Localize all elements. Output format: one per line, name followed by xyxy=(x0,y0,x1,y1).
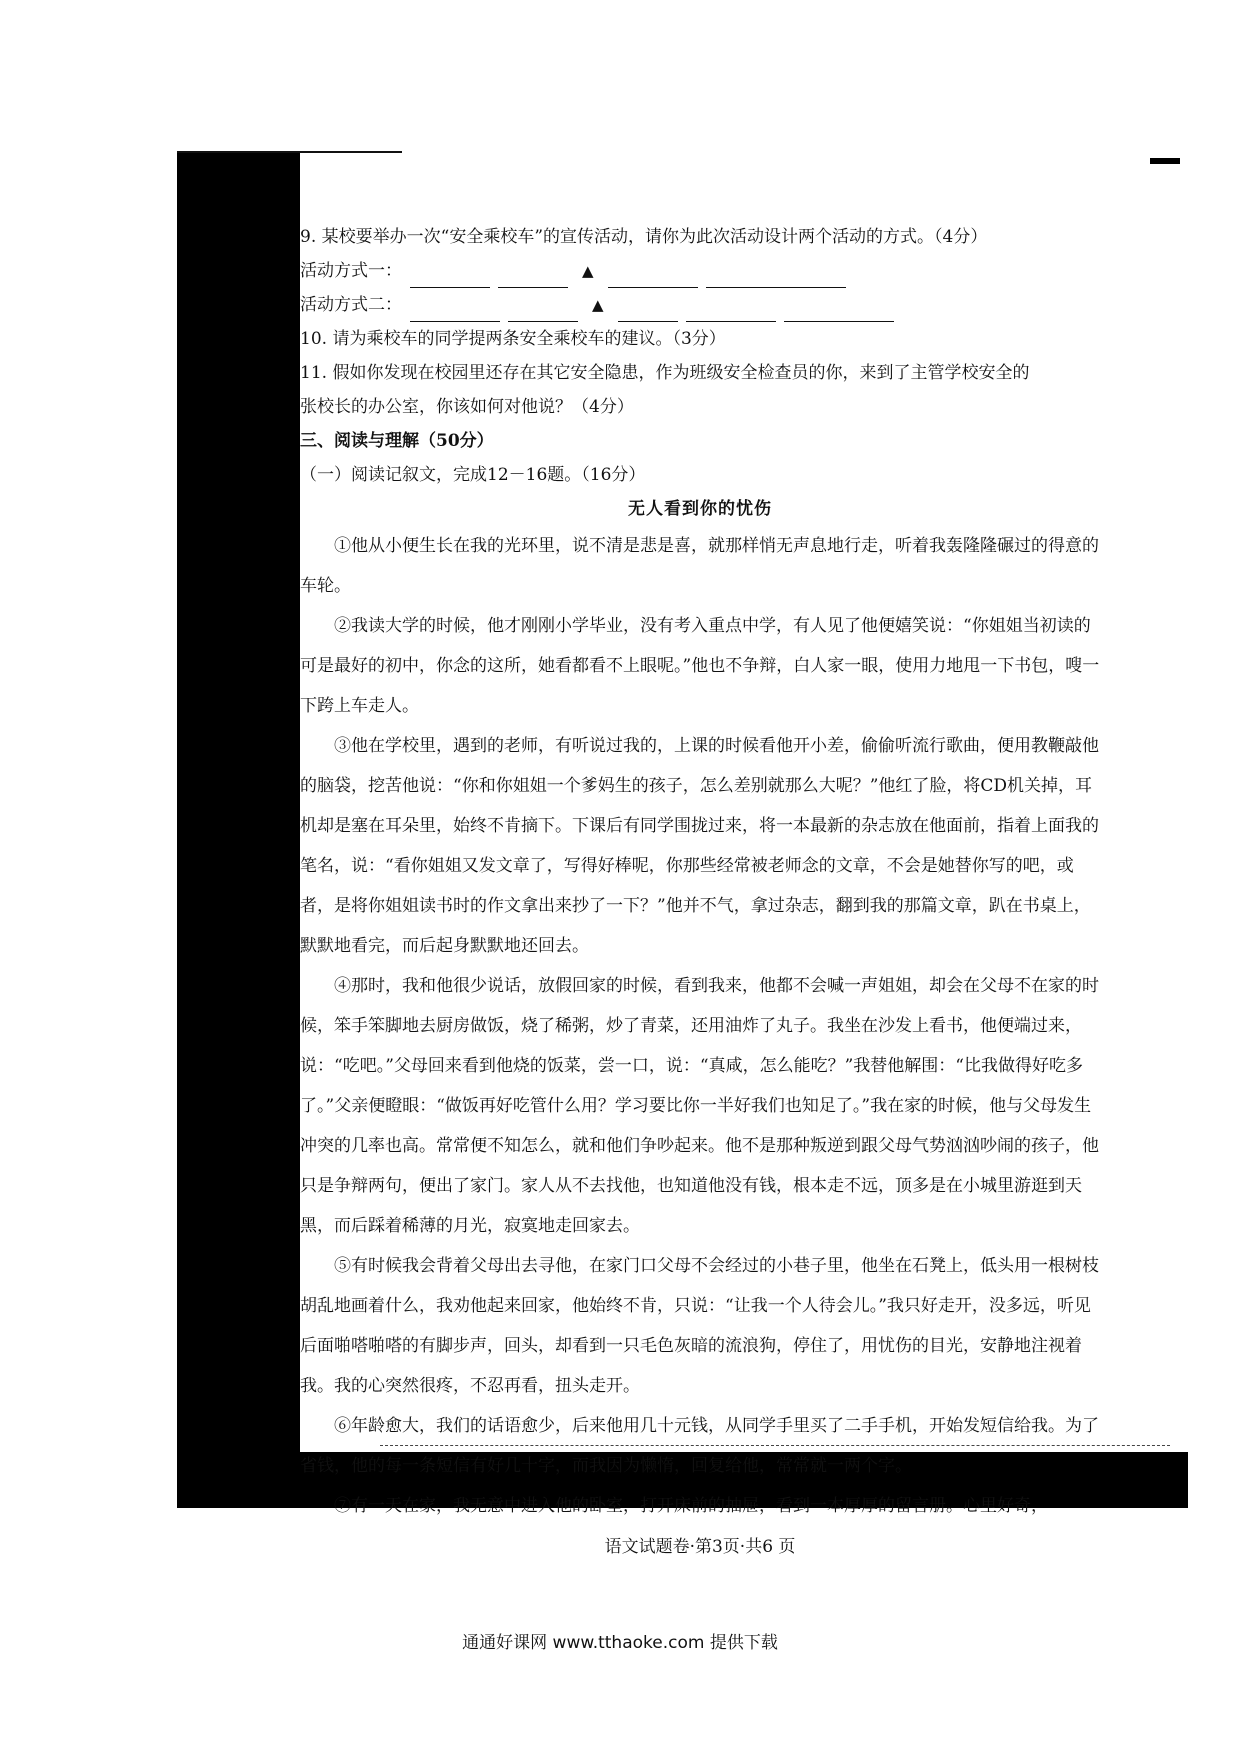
section-heading: 三、阅读与理解（50分） xyxy=(300,431,494,451)
answer-blank[interactable] xyxy=(706,269,846,288)
exam-content xyxy=(300,220,1100,1564)
way1-label: 活动方式一： xyxy=(300,261,402,281)
question-9-way1-row xyxy=(300,254,1100,288)
answer-blank[interactable] xyxy=(498,269,568,288)
question-9: 9. 某校要举办一次“安全乘校车”的宣传活动，请你为此次活动设计两个活动的方式。（4分） xyxy=(300,227,988,247)
answer-blank[interactable] xyxy=(410,303,500,322)
corner-mark xyxy=(1150,158,1180,164)
way2-label: 活动方式二： xyxy=(300,295,402,315)
answer-blank[interactable] xyxy=(686,303,776,322)
article-title: 无人看到你的忧伤 xyxy=(628,499,772,519)
bottom-scan-dashes xyxy=(380,1443,1170,1446)
answer-blank[interactable] xyxy=(618,303,678,322)
question-9-way2-row xyxy=(300,288,1100,322)
article-paragraph: ⑤有时候我会背着父母出去寻他，在家门口父母不会经过的小巷子里，他坐在石凳上，低头用一根树枝胡乱地画着什么，我劝他起来回家，他始终不肯，只说：“让我一个人待会儿。”我只好走开，没多远，听见后面啪嗒啪嗒的有脚步声，回头，却看到一只毛色灰暗的流浪狗，停住了，用忧伤的目光，安静地注视着我。我的心突然很疼，不忍再看，扭头走开。 xyxy=(300,1256,1099,1396)
answer-blank[interactable] xyxy=(410,269,490,288)
section-subheading: （一）阅读记叙文，完成12－16题。（16分） xyxy=(300,465,646,485)
question-11-line2: 张校长的办公室，你该如何对他说？（4分） xyxy=(300,397,634,417)
page-number: 语文试题卷·第3页·共6 页 xyxy=(604,1537,796,1557)
article-paragraph: ⑥年龄愈大，我们的话语愈少，后来他用几十元钱，从同学手里买了二手手机，开始发短信给我。为了省钱，他的每一条短信有好几十字，而我因为懒惰，回复给他，常常就一两个字。 xyxy=(300,1416,1099,1476)
answer-blank[interactable] xyxy=(784,303,894,322)
triangle-marker-icon: ▲ xyxy=(592,296,604,314)
top-rule-line xyxy=(177,151,402,153)
answer-blank[interactable] xyxy=(508,303,578,322)
article-paragraph: ⑦有一天在家，我无意中进入他的卧室，打开床前的抽屉，看到一本厚厚的留言册。心里好奇， xyxy=(334,1496,1048,1516)
article-paragraph: ②我读大学的时候，他才刚刚小学毕业，没有考入重点中学，有人见了他便嬉笑说：“你姐姐当初读的可是最好的初中，你念的这所，她看都看不上眼呢。”他也不争辩，白人家一眼，使用力地甩一下书包，嗖一下跨上车走人。 xyxy=(300,616,1100,716)
article-paragraph: ④那时，我和他很少说话，放假回家的时候，看到我来，他都不会喊一声姐姐，却会在父母不在家的时候，笨手笨脚地去厨房做饭，烧了稀粥，炒了青菜，还用油炸了丸子。我坐在沙发上看书，他便端过来，说：“吃吧。”父母回来看到他烧的饭菜，尝一口，说：“真咸，怎么能吃？”我替他解围：“比我做得好吃多了。”父亲便瞪眼：“做饭再好吃管什么用？学习要比你一半好我们也知足了。”我在家的时候，他与父母发生冲突的几率也高。常常便不知怎么，就和他们争吵起来。他不是那种叛逆到跟父母气势汹汹吵闹的孩子，他只是争辩两句，便出了家门。家人从不去找他，也知道他没有钱，根本走不远，顶多是在小城里游逛到天黑，而后踩着稀薄的月光，寂寞地走回家去。 xyxy=(300,976,1099,1236)
triangle-marker-icon: ▲ xyxy=(582,262,594,280)
answer-blank[interactable] xyxy=(608,269,698,288)
question-10: 10. 请为乘校车的同学提两条安全乘校车的建议。（3分） xyxy=(300,329,726,349)
download-note: 通通好课网 www.tthaoke.com 提供下载 xyxy=(462,1633,778,1653)
question-11-line1: 11. 假如你发现在校园里还存在其它安全隐患，作为班级安全检查员的你，来到了主管学校安全的 xyxy=(300,363,1030,383)
article-paragraph: ①他从小便生长在我的光环里，说不清是悲是喜，就那样悄无声息地行走，听着我轰隆隆碾过的得意的车轮。 xyxy=(300,536,1099,596)
article-paragraph: ③他在学校里，遇到的老师，有听说过我的，上课的时候看他开小差，偷偷听流行歌曲，便用教鞭敲他的脑袋，挖苦他说：“你和你姐姐一个爹妈生的孩子，怎么差别就那么大呢？”他红了脸，将CD机关掉，耳机却是塞在耳朵里，始终不肯摘下。下课后有同学围拢过来，将一本最新的杂志放在他面前，指着上面我的笔名，说：“看你姐姐又发文章了，写得好棒呢，你那些经常被老师念的文章，不会是她替你写的吧，或者，是将你姐姐读书时的作文拿出来抄了一下？”他并不气，拿过杂志，翻到我的那篇文章，趴在书桌上，默默地看完，而后起身默默地还回去。 xyxy=(300,736,1099,956)
